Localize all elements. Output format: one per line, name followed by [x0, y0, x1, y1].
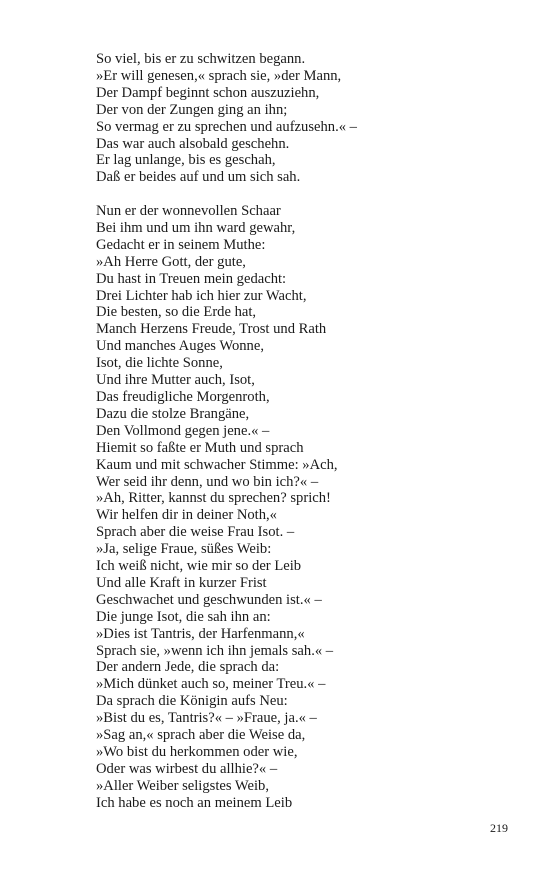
- stanza-2: [96, 203, 496, 812]
- verse-line: »Mich dünket auch so, meiner Treu.« –: [96, 676, 326, 693]
- verse-line: Gedacht er in seinem Muthe:: [96, 236, 266, 253]
- verse-line: Sprach aber die weise Frau Isot. –: [96, 524, 295, 541]
- verse-line: »Er will genesen,« sprach sie, »der Mann,: [96, 67, 342, 84]
- verse-line: Der von der Zungen ging an ihn;: [96, 101, 288, 118]
- verse-line: Den Vollmond gegen jene.« –: [96, 422, 270, 439]
- verse-line: Der Dampf beginnt schon auszuziehn,: [96, 84, 320, 101]
- verse-line: Hiemit so faßte er Muth und sprach: [96, 439, 304, 456]
- verse-line: Drei Lichter hab ich hier zur Wacht,: [96, 287, 307, 304]
- verse-line: Ich habe es noch an meinem Leib: [96, 794, 293, 811]
- verse-line: Wer seid ihr denn, und wo bin ich?« –: [96, 473, 319, 490]
- verse-line: »Ah, Ritter, kannst du sprechen? sprich!: [96, 490, 331, 507]
- verse-line: Und ihre Mutter auch, Isot,: [96, 372, 255, 389]
- verse-line: »Aller Weiber seligstes Weib,: [96, 777, 270, 794]
- verse-line: »Sag an,« sprach aber die Weise da,: [96, 727, 306, 744]
- verse-line: Und manches Auges Wonne,: [96, 338, 264, 355]
- verse-line: »Bist du es, Tantris?« – »Fraue, ja.« –: [96, 710, 317, 727]
- verse-line: Manch Herzens Freude, Trost und Rath: [96, 321, 327, 338]
- verse-line: Bei ihm und um ihn ward gewahr,: [96, 219, 296, 236]
- page-number: 219: [490, 821, 508, 835]
- verse-line: Das war auch alsobald geschehn.: [96, 135, 290, 152]
- verse-line: Nun er der wonnevollen Schaar: [96, 203, 281, 219]
- verse-line: Wir helfen dir in deiner Noth,«: [96, 507, 277, 524]
- verse-line: Das freudigliche Morgenroth,: [96, 388, 270, 405]
- verse-line: Die junge Isot, die sah ihn an:: [96, 608, 271, 625]
- verse-line: Oder was wirbest du allhie?« –: [96, 760, 278, 777]
- verse-line: Kaum und mit schwacher Stimme: »Ach,: [96, 456, 338, 473]
- verse-line: So viel, bis er zu schwitzen begann.: [96, 51, 306, 67]
- verse-line: Daß er beides auf und um sich sah.: [96, 169, 301, 186]
- verse-line: »Dies ist Tantris, der Harfenmann,«: [96, 625, 305, 642]
- verse-line: Dazu die stolze Brangäne,: [96, 405, 250, 422]
- verse-line: Ich weiß nicht, wie mir so der Leib: [96, 558, 302, 575]
- verse-line: Du hast in Treuen mein gedacht:: [96, 270, 287, 287]
- verse-line: Und alle Kraft in kurzer Frist: [96, 574, 267, 591]
- verse-line: Da sprach die Königin aufs Neu:: [96, 693, 288, 710]
- verse-line: Der andern Jede, die sprach da:: [96, 659, 280, 676]
- verse-line: Die besten, so die Erde hat,: [96, 304, 257, 321]
- verse-line: So vermag er zu sprechen und aufzusehn.« –: [96, 118, 357, 135]
- verse-line: »Wo bist du herkommen oder wie,: [96, 744, 298, 760]
- verse-line: »Ja, selige Fraue, süßes Weib:: [96, 541, 272, 558]
- stanza-1: [96, 51, 496, 186]
- verse-line: »Ah Herre Gott, der gute,: [96, 253, 246, 270]
- verse-line: Geschwachet und geschwunden ist.« –: [96, 591, 322, 608]
- verse-line: Er lag unlange, bis es geschah,: [96, 152, 276, 169]
- verse-line: Isot, die lichte Sonne,: [96, 355, 223, 372]
- verse-line: Sprach sie, »wenn ich ihn jemals sah.« –: [96, 642, 334, 659]
